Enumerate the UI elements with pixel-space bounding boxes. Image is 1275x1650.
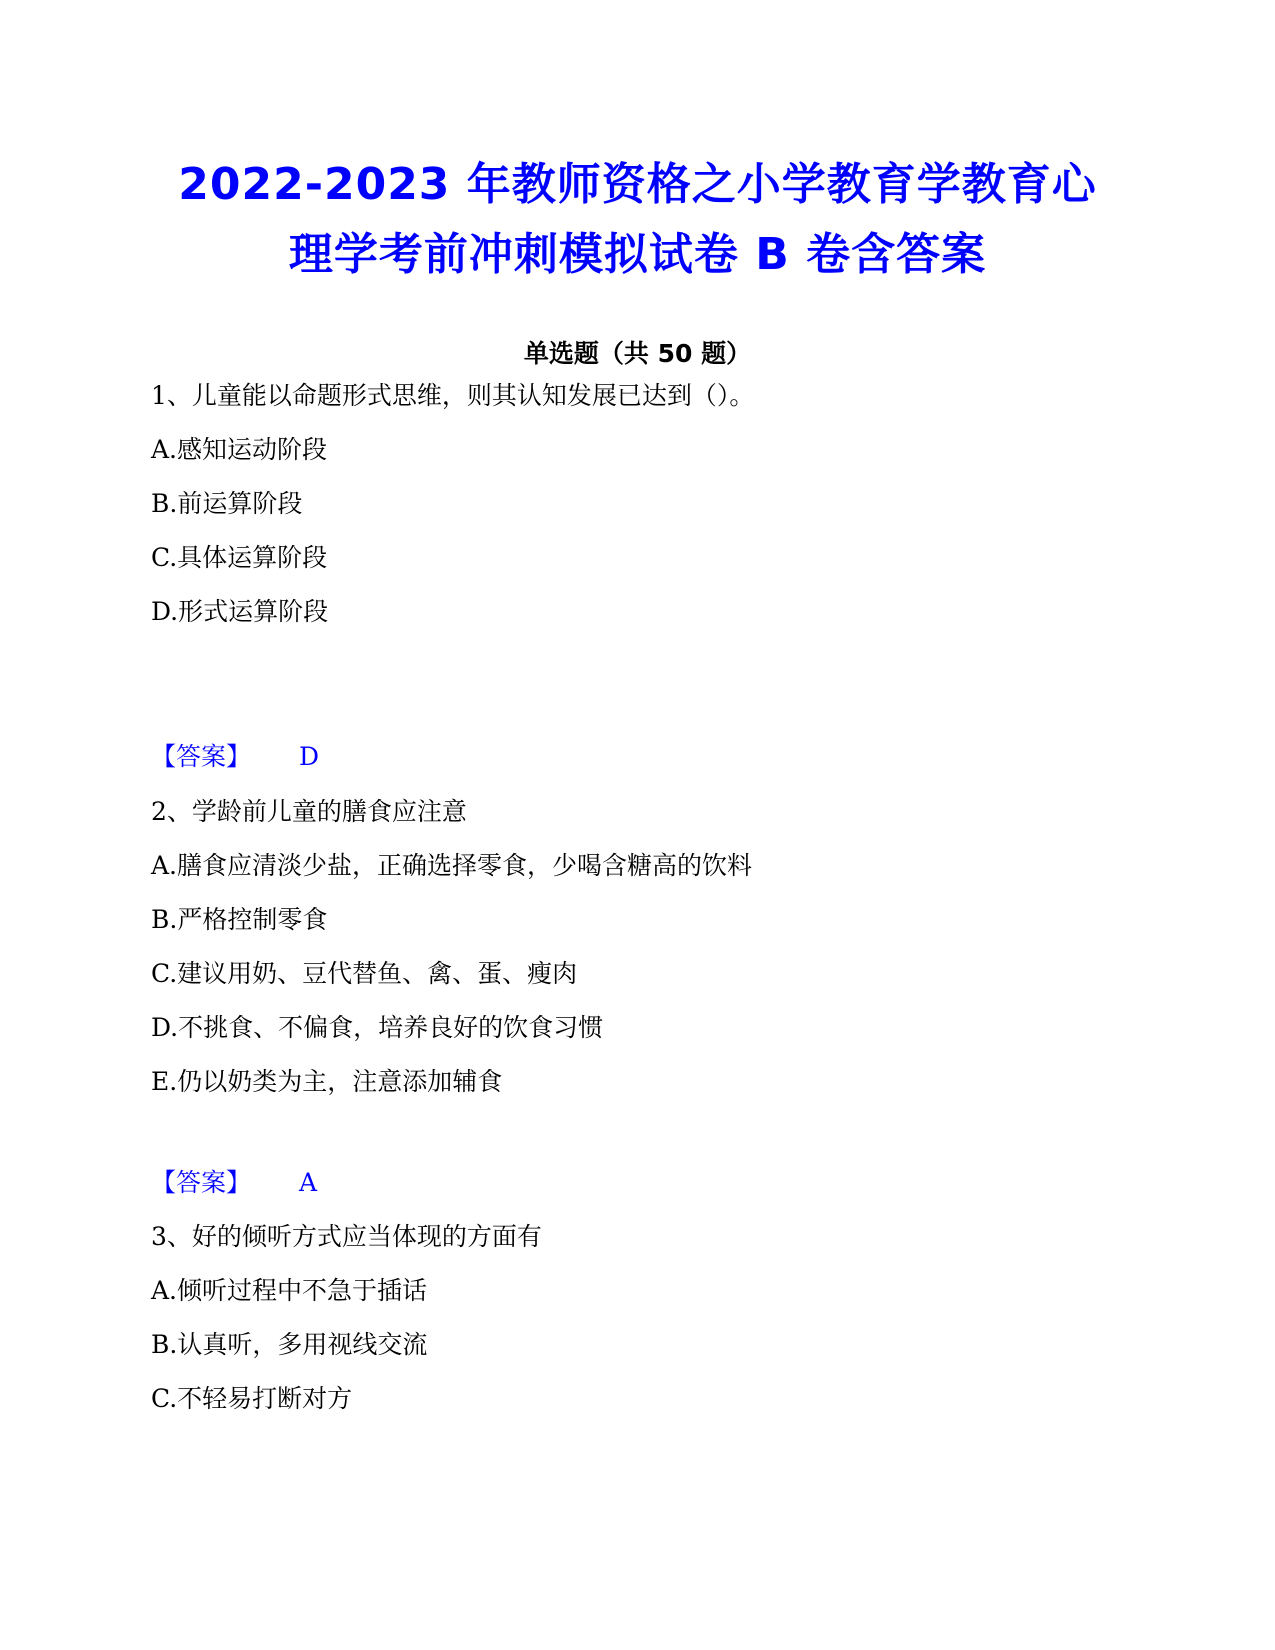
option-a: A.感知运动阶段 xyxy=(151,435,328,464)
answer-line xyxy=(151,740,319,774)
question-stem: 1、儿童能以命题形式思维，则其认知发展已达到（）。 xyxy=(151,381,755,410)
answer-label: 【答案】 xyxy=(151,1168,252,1197)
title-line-2: 理学考前冲刺模拟试卷 B 卷含答案 xyxy=(288,229,987,280)
option-a: A.膳食应清淡少盐，正确选择零食，少喝含糖高的饮料 xyxy=(151,851,753,880)
answer-value: A xyxy=(299,1168,318,1197)
option-b: B.前运算阶段 xyxy=(151,489,303,518)
answer-line xyxy=(151,1166,317,1200)
option-b: B.认真听，多用视线交流 xyxy=(151,1330,428,1359)
option-a: A.倾听过程中不急于插话 xyxy=(151,1276,428,1305)
option-c: C.不轻易打断对方 xyxy=(151,1384,353,1413)
option-c: C.建议用奶、豆代替鱼、禽、蛋、瘦肉 xyxy=(151,959,578,988)
answer-value: D xyxy=(299,742,320,771)
option-e: E.仍以奶类为主，注意添加辅食 xyxy=(151,1067,503,1096)
option-c: C.具体运算阶段 xyxy=(151,543,328,572)
answer-label: 【答案】 xyxy=(151,742,252,771)
option-b: B.严格控制零食 xyxy=(151,905,328,934)
title-line-1: 2022-2023 年教师资格之小学教育学教育心 xyxy=(178,159,1097,210)
question-stem: 2、学龄前儿童的膳食应注意 xyxy=(151,797,467,826)
option-d: D.形式运算阶段 xyxy=(151,597,329,626)
question-stem: 3、好的倾听方式应当体现的方面有 xyxy=(151,1222,542,1251)
option-d: D.不挑食、不偏食，培养良好的饮食习惯 xyxy=(151,1013,604,1042)
section-heading: 单选题（共 50 题） xyxy=(523,339,752,368)
